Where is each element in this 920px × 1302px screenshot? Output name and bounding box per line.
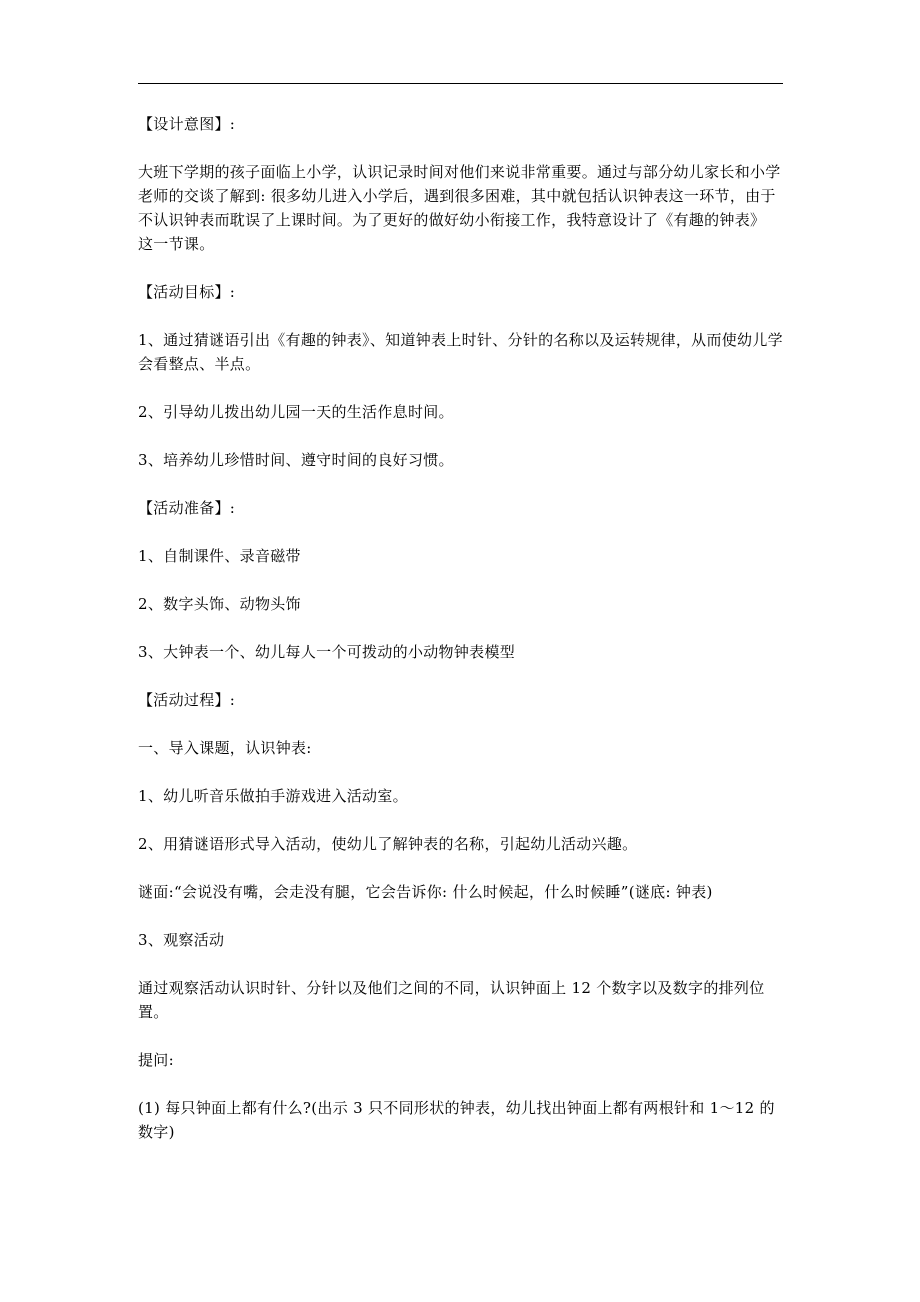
section-heading-preparation: 【活动准备】: — [138, 499, 236, 517]
process-item-2: 2、用猜谜语形式导入活动，使幼儿了解钟表的名称，引起幼儿活动兴趣。 — [138, 835, 638, 853]
section-heading-design-intent: 【设计意图】: — [138, 115, 236, 133]
document-body — [138, 112, 783, 1168]
preparation-item-1: 1、自制课件、录音磁带 — [138, 547, 301, 565]
header-rule — [138, 83, 783, 84]
section-heading-goals: 【活动目标】: — [138, 283, 236, 301]
observation-text: 通过观察活动认识时针、分针以及他们之间的不同，认识钟面上 12 个数字以及数字的排列位置。 — [138, 979, 765, 1021]
goal-item-1: 1、通过猜谜语引出《有趣的钟表》、知道钟表上时针、分针的名称以及运转规律，从而使幼儿学会看整点、半点。 — [138, 331, 783, 373]
preparation-item-2: 2、数字头饰、动物头饰 — [138, 595, 301, 613]
process-item-3: 3、观察活动 — [138, 931, 225, 949]
process-item-1: 1、幼儿听音乐做拍手游戏进入活动室。 — [138, 787, 408, 805]
goal-item-2: 2、引导幼儿拨出幼儿园一天的生活作息时间。 — [138, 403, 454, 421]
question-heading: 提问: — [138, 1051, 174, 1069]
preparation-item-3: 3、大钟表一个、幼儿每人一个可拨动的小动物钟表模型 — [138, 643, 516, 661]
design-intent-text: 大班下学期的孩子面临上小学，认识记录时间对他们来说非常重要。通过与部分幼儿家长和小学老师的交谈了解到: 很多幼儿进入小学后，遇到很多困难，其中就包括认识钟表这一环节，由于不认识钟表而耽误了上课时间。为了更好的做好幼小衔接工作，我特意设计了《有趣的钟表》 这一节课。 — [138, 163, 781, 253]
riddle-text: 谜面:“会说没有嘴，会走没有腿，它会告诉你: 什么时候起，什么时候睡”(谜底: 钟表) — [138, 883, 713, 901]
goal-item-3: 3、培养幼儿珍惜时间、遵守时间的良好习惯。 — [138, 451, 454, 469]
question-1: (1) 每只钟面上都有什么?(出示 3 只不同形状的钟表，幼儿找出钟面上都有两根针和 1～12 的数字) — [138, 1099, 775, 1141]
section-heading-process: 【活动过程】: — [138, 691, 236, 709]
process-step-1: 一、导入课题，认识钟表: — [138, 739, 312, 757]
